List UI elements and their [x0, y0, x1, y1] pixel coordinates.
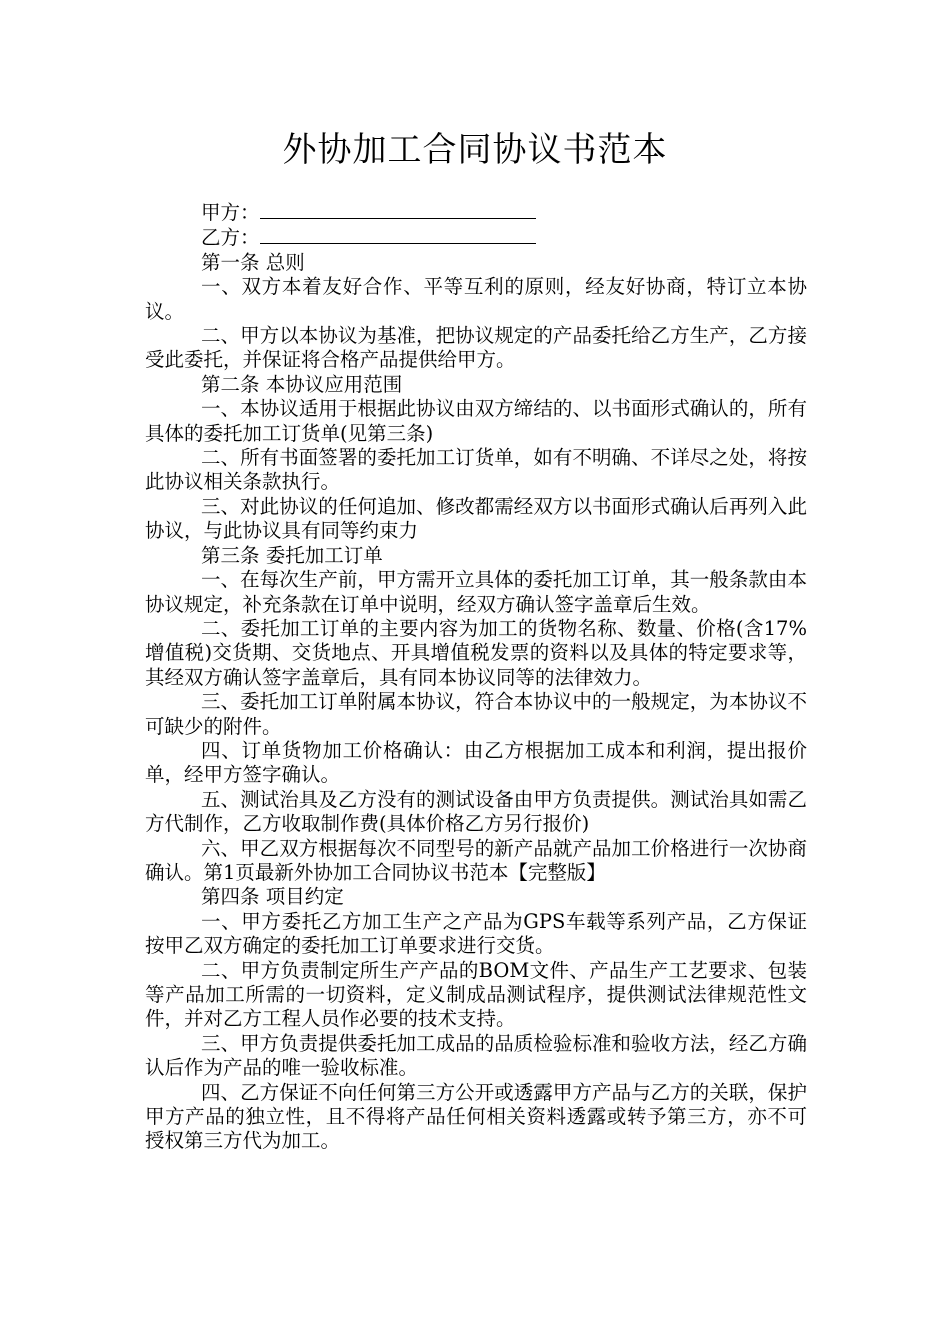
party-b-label: 乙方： — [201, 226, 260, 250]
document-body — [145, 200, 807, 1154]
clause-paragraph: 二、甲方以本协议为基准，把协议规定的产品委托给乙方生产，乙方接受此委托，并保证将合格产品提供给甲方。 — [145, 324, 807, 372]
clause-paragraph: 二、所有书面签署的委托加工订货单，如有不明确、不详尽之处，将按此协议相关条款执行。 — [145, 446, 807, 494]
article-heading: 第三条 委托加工订单 — [201, 543, 383, 567]
article-heading: 第四条 项目约定 — [201, 885, 344, 909]
document-title: 外协加工合同协议书范本 — [282, 130, 668, 170]
article-heading: 第一条 总则 — [201, 250, 305, 274]
article-heading: 第二条 本协议应用范围 — [201, 372, 403, 396]
clause-paragraph: 四、订单货物加工价格确认：由乙方根据加工成本和利润，提出报价单，经甲方签字确认。 — [145, 738, 807, 787]
clause-paragraph: 五、测试治具及乙方没有的测试设备由甲方负责提供。测试治具如需乙方代制作，乙方收取制作费(具体价格乙方另行报价) — [145, 787, 807, 836]
clause-paragraph: 一、本协议适用于根据此协议由双方缔结的、以书面形式确认的，所有具体的委托加工订货单(见第三条) — [145, 397, 807, 445]
clause-paragraph: 一、甲方委托乙方加工生产之产品为GPS车载等系列产品，乙方保证按甲乙双方确定的委托加工订单要求进行交货。 — [145, 909, 807, 958]
party-a-blank — [260, 200, 536, 219]
party-b-line — [145, 225, 807, 250]
clause-paragraph: 一、双方本着友好合作、平等互利的原则，经友好协商，特订立本协议。 — [145, 275, 807, 323]
clause-paragraph: 四、乙方保证不向任何第三方公开或透露甲方产品与乙方的关联，保护甲方产品的独立性，且不得将产品任何相关资料透露或转予第三方，亦不可授权第三方代为加工。 — [145, 1080, 807, 1153]
party-a-line — [145, 200, 807, 225]
clause-paragraph: 三、对此协议的任何追加、修改都需经双方以书面形式确认后再列入此协议，与此协议具有同等约束力 — [145, 494, 807, 543]
party-b-blank — [260, 225, 536, 244]
clause-paragraph: 二、委托加工订单的主要内容为加工的货物名称、数量、价格(含17%增值税)交货期、交货地点、开具增值税发票的资料以及具体的特定要求等，其经双方确认签字盖章后，具有同本协议同等的法律效力。 — [145, 616, 807, 689]
clause-paragraph: 三、甲方负责提供委托加工成品的品质检验标准和验收方法，经乙方确认后作为产品的唯一验收标准。 — [145, 1031, 807, 1080]
party-a-label: 甲方： — [201, 201, 260, 224]
clause-paragraph: 一、在每次生产前，甲方需开立具体的委托加工订单，其一般条款由本协议规定，补充条款在订单中说明，经双方确认签字盖章后生效。 — [145, 568, 807, 616]
clause-paragraph: 三、委托加工订单附属本协议，符合本协议中的一般规定，为本协议不可缺少的附件。 — [145, 690, 807, 738]
clause-paragraph: 二、甲方负责制定所生产产品的BOM文件、产品生产工艺要求、包装等产品加工所需的一切资料，定义制成品测试程序，提供测试法律规范性文件，并对乙方工程人员作必要的技术支持。 — [145, 958, 807, 1031]
clause-paragraph: 六、甲乙双方根据每次不同型号的新产品就产品加工价格进行一次协商确认。第1页最新外协加工合同协议书范本【完整版】 — [145, 836, 807, 884]
